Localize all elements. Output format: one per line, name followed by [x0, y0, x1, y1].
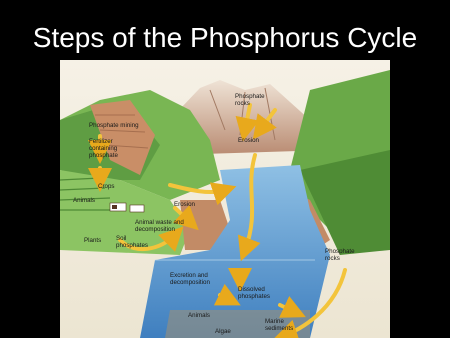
label-erosion-top — [238, 137, 259, 144]
label-text: Dissolved phosphates — [238, 286, 270, 300]
label-crops — [98, 183, 115, 190]
label-text: Algae — [215, 328, 231, 335]
label-phosphate-mining — [89, 122, 139, 129]
label-text: Crops — [98, 183, 115, 190]
label-text: Phosphate mining — [89, 122, 139, 129]
label-text: Fertilizer containing phosphate — [89, 138, 118, 159]
label-marine-sediments — [265, 318, 301, 332]
slide-title: Steps of the Phosphorus Cycle — [32, 22, 418, 53]
label-text: Marine sediments — [265, 318, 294, 332]
label-animals-land — [73, 197, 95, 204]
label-text: Erosion — [174, 201, 195, 208]
label-animals-water — [188, 312, 210, 319]
label-text: Phosphate rocks — [235, 93, 265, 107]
label-text: Animals — [73, 197, 96, 204]
label-phosphate-rocks-right — [325, 248, 365, 262]
label-excretion — [170, 272, 222, 286]
label-algae — [215, 328, 231, 335]
diagram-illustration — [60, 60, 390, 338]
label-dissolved-phosphates — [238, 286, 282, 300]
label-phosphate-rocks-top — [235, 93, 275, 107]
label-erosion-land — [174, 201, 195, 208]
label-text: Animals — [188, 312, 211, 319]
label-text: Animal waste and decomposition — [135, 219, 184, 233]
label-animal-waste — [135, 219, 195, 233]
label-text: Phosphate rocks — [325, 248, 355, 262]
label-text: Excretion and decomposition — [170, 272, 210, 286]
label-text: Soil phosphates — [116, 235, 148, 249]
label-fertilizer — [89, 138, 133, 159]
label-plants — [84, 237, 101, 244]
label-text: Plants — [84, 237, 102, 244]
label-soil-phosphates — [116, 235, 152, 249]
label-text: Erosion — [238, 137, 259, 144]
phosphorus-cycle-diagram — [60, 60, 390, 338]
